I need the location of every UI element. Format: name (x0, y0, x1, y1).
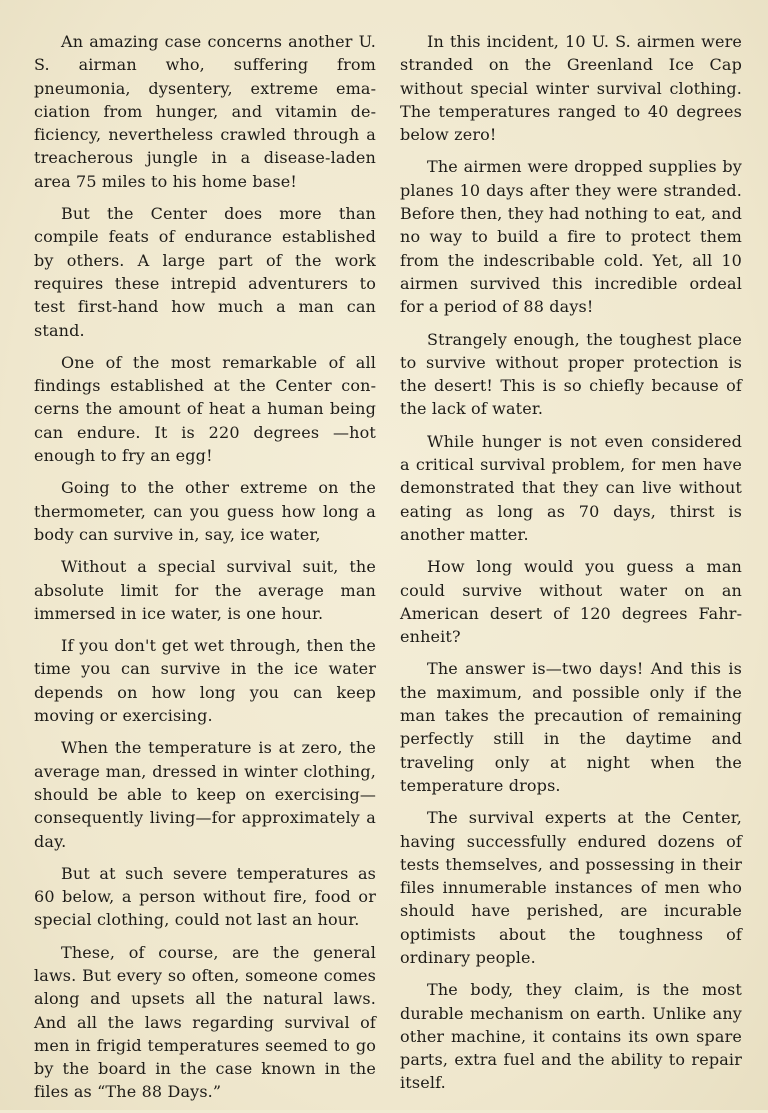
paragraph: But the Center does more than compile feats of endurance established by others. A large part of the work requires these intrepid adventurers to test first-hand how much a man can stand. (34, 204, 376, 340)
paragraph: If you don't get wet through, then the time you can survive in the ice water depends on how long you can keep moving or exercising. (34, 636, 376, 726)
paragraph: One of the most remarkable of all findings established at the Center concerns the amount of heat a human being can endure. It is 220 degrees —hot enough to fry an egg! (34, 352, 376, 466)
paragraph: The body, they claim, is the most durable mechanism on earth. Unlike any other machine, it contains its own spare parts, extra fuel and the ability to repair itself. (400, 980, 742, 1093)
paragraph: Going to the other extreme on the thermometer, can you guess how long a body can survive in, say, ice water, (34, 478, 376, 544)
left-text-column (34, 30, 376, 1113)
paragraph: When the temperature is at zero, the average man, dressed in winter clothing, should be able to keep on exercising—consequently living—for approximately a day. (34, 738, 376, 851)
paragraph: While hunger is not even considered a critical survival problem, for men have demonstrated that they can live without eating as long as 70 days, thirst is another matter. (400, 431, 742, 544)
right-text-column (400, 30, 742, 1104)
paragraph: But at such severe temperatures as 60 below, a person without fire, food or special clothing, could not last an hour. (34, 863, 376, 930)
paragraph: The airmen were dropped supplies by planes 10 days after they were stranded. Before then, they had nothing to eat, and no way to build a fire to protect them from the indescribable cold. Yet, all 10 airmen survived this incredible ordeal for a period of 88 days! (400, 157, 742, 317)
paragraph: An amazing case concerns another U. S. airman who, suffering from pneumonia, dysentery, extreme emaciation from hunger, and vitamin deficiency, nevertheless crawled through a treacherous jungle in a disease-laden area 75 miles to his home base! (34, 32, 376, 191)
paragraph: The answer is—two days! And this is the maximum, and possible only if the man takes the precaution of remaining perfectly still in the daytime and traveling only at night when the temperature drops. (400, 659, 742, 795)
paragraph: In this incident, 10 U. S. airmen were stranded on the Greenland Ice Cap without special winter survival clothing. The temperatures ranged to 40 degrees below zero! (400, 32, 742, 145)
paragraph: The survival experts at the Center, having successfully endured dozens of tests themselves, and possessing in their files innumerable instances of men who should have perished, are incurable optimists about the toughness of ordinary people. (400, 808, 742, 967)
paragraph: These, of course, are the general laws. But every so often, someone comes along and upsets all the natural laws. And all the laws regarding survival of men in frigid temperatures seemed to go by the board in the case known in the files as “The 88 Days.” (34, 942, 376, 1102)
paragraph: Strangely enough, the toughest place to survive without proper protection is the desert! This is so chiefly because of the lack of water. (400, 329, 742, 419)
paragraph: Without a special survival suit, the absolute limit for the average man immersed in ice water, is one hour. (34, 557, 376, 623)
paragraph: How long would you guess a man could survive without water on an American desert of 120 degrees Fahrenheit? (400, 557, 742, 647)
